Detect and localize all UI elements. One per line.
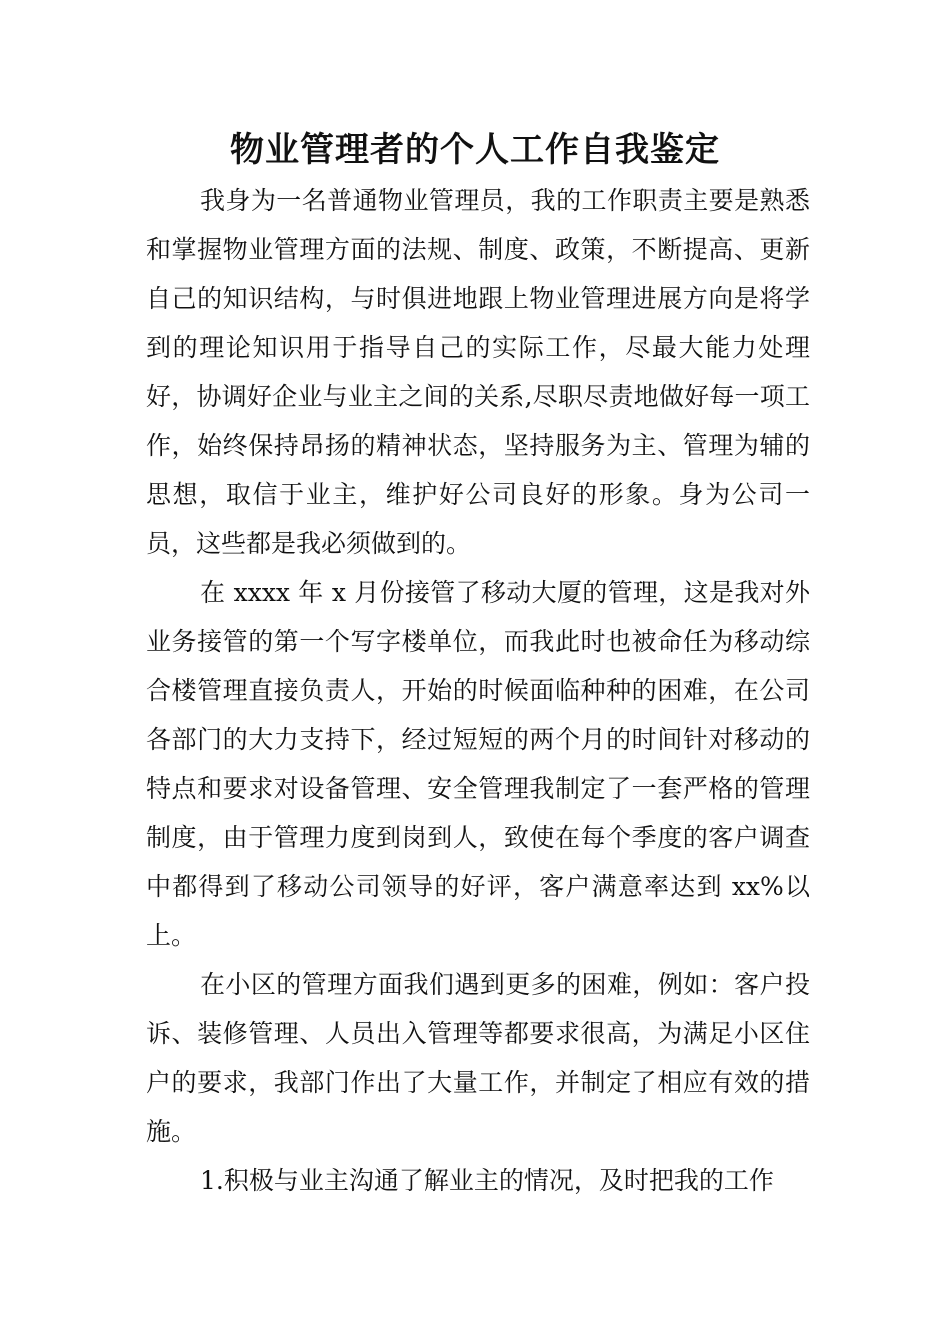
document-title: 物业管理者的个人工作自我鉴定 [230, 130, 720, 170]
paragraph-4: 1.积极与业主沟通了解业主的情况，及时把我的工作 [200, 1166, 774, 1195]
document-body [146, 176, 810, 1205]
paragraph-3: 在小区的管理方面我们遇到更多的困难，例如：客户投诉、装修管理、人员出入管理等都要求很高，为满足小区住户的要求，我部门作出了大量工作，并制定了相应有效的措施。 [146, 970, 810, 1146]
paragraph-1: 我身为一名普通物业管理员，我的工作职责主要是熟悉和掌握物业管理方面的法规、制度、政策，不断提高、更新自己的知识结构，与时俱进地跟上物业管理进展方向是将学到的理论知识用于指导自己的实际工作，尽最大能力处理好，协调好企业与业主之间的关系,尽职尽责地做好每一项工作，始终保持昂扬的精神状态，坚持服务为主、管理为辅的思想，取信于业主，维护好公司良好的形象。身为公司一员，这些都是我必须做到的。 [146, 186, 810, 558]
paragraph-2: 在 xxxx 年 x 月份接管了移动大厦的管理，这是我对外业务接管的第一个写字楼单位，而我此时也被命任为移动综合楼管理直接负责人，开始的时候面临种种的困难，在公司各部门的大力支持下，经过短短的两个月的时间针对移动的特点和要求对设备管理、安全管理我制定了一套严格的管理制度，由于管理力度到岗到人，致使在每个季度的客户调查中都得到了移动公司领导的好评，客户满意率达到 xx%以上。 [146, 578, 810, 950]
